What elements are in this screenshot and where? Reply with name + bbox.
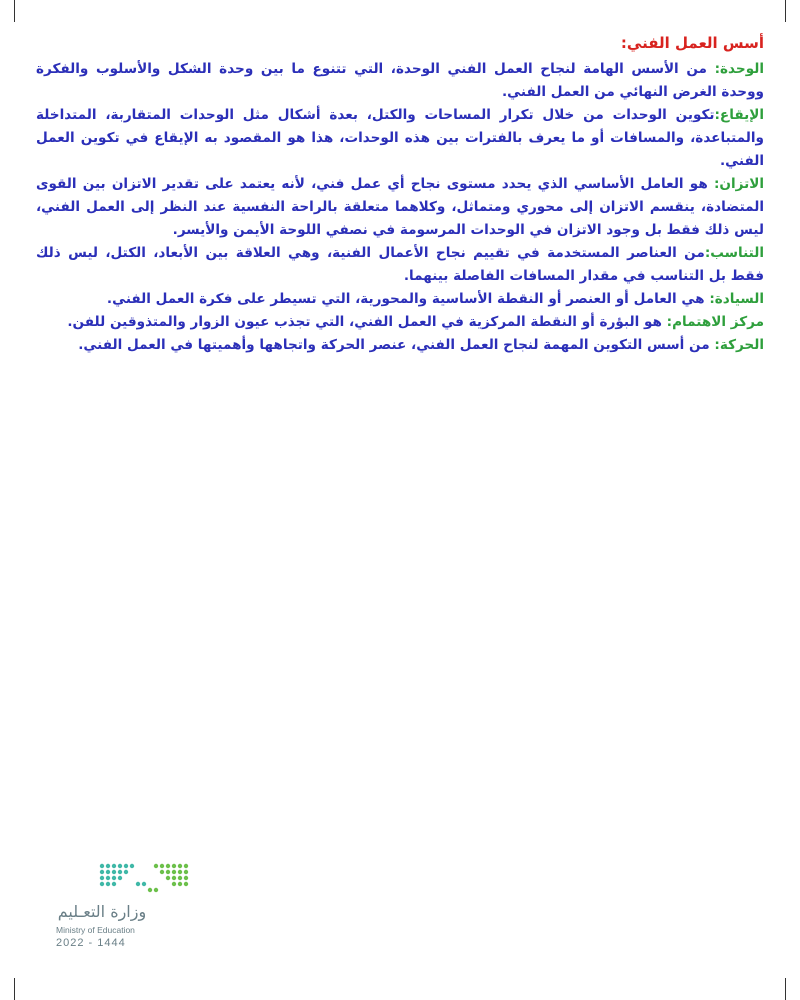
paragraph-unity [36,58,764,104]
paragraph-rhythm [36,104,764,173]
definition-movement: من أسس التكوين المهمة لنجاح العمل الفني، عنصر الحركة واتجاهها وأهميتها في العمل الفني. [78,337,715,353]
paragraph-proportion [36,242,764,288]
page-title: أسس العمل الفني: [620,34,764,52]
paragraph-movement [36,334,764,357]
crop-mark-top-right [785,0,786,22]
crop-mark-top-left [14,0,15,22]
term-rhythm: الإيقاع: [714,107,764,123]
ministry-logo [56,862,196,962]
crop-mark-bottom-left [14,978,15,1000]
term-balance: الاتزان: [713,176,764,192]
definition-dominance: هي العامل أو العنصر أو النقطة الأساسية والمحورية، التي تسيطر على فكرة العمل الفني. [106,291,710,307]
paragraph-balance [36,173,764,242]
definition-focal-point: هو البؤرة أو النقطة المركزية في العمل الفني، التي تجذب عيون الزوار والمتذوقين للفن. [67,314,667,330]
definition-unity: من الأسس الهامة لنجاح العمل الفني الوحدة، التي تتنوع ما بين وحدة الشكل والأسلوب والفكرة ووحدة الغرض النهائي من العمل الفني. [36,61,764,100]
definition-balance: هو العامل الأساسي الذي يحدد مستوى نجاح أي عمل فني، لأنه يعتمد على تقدير الاتزان بين القوى المتضادة، ينقسم الاتزان إلى محوري ومتماثل، وكلاهما متعلقة بالراحة النفسية عند النظر إلى العمل الفني، ليس ذلك فقط بل وجود الاتزان في الوحدات المرسومة في نصفي اللوحة الأيمن والأيسر. [36,176,764,238]
ministry-name-english: Ministry of Education [56,925,135,935]
ministry-name-arabic: وزارة التعـليم [57,902,147,921]
paragraph-focal-point [36,311,764,334]
document-body [36,30,764,357]
term-movement: الحركة: [714,337,764,353]
definition-rhythm: تكوين الوحدات من خلال تكرار المساحات والكتل، بعدة أشكال مثل الوحدات المتقاربة، المتداخلة والمتباعدة، والمسافات أو ما يعرف بالفترات بين هذه الوحدات، هذا هو المقصود به الإيقاع في تكوين العمل الفني. [36,107,764,169]
term-proportion: التناسب: [704,245,764,261]
term-unity: الوحدة: [714,61,764,77]
definition-proportion: من العناصر المستخدمة في تقييم نجاح الأعمال الفنية، وهي العلاقة بين الأبعاد، الكتل، ليس ذلك فقط بل التناسب في مقدار المسافات الفاصلة بينهما. [36,245,764,284]
ministry-logo-icon [98,862,192,896]
crop-mark-bottom-right [785,978,786,1000]
term-dominance: السيادة: [709,291,764,307]
paragraph-dominance [36,288,764,311]
term-focal-point: مركز الاهتمام: [666,314,764,330]
academic-year: 2022 - 1444 [56,937,126,949]
